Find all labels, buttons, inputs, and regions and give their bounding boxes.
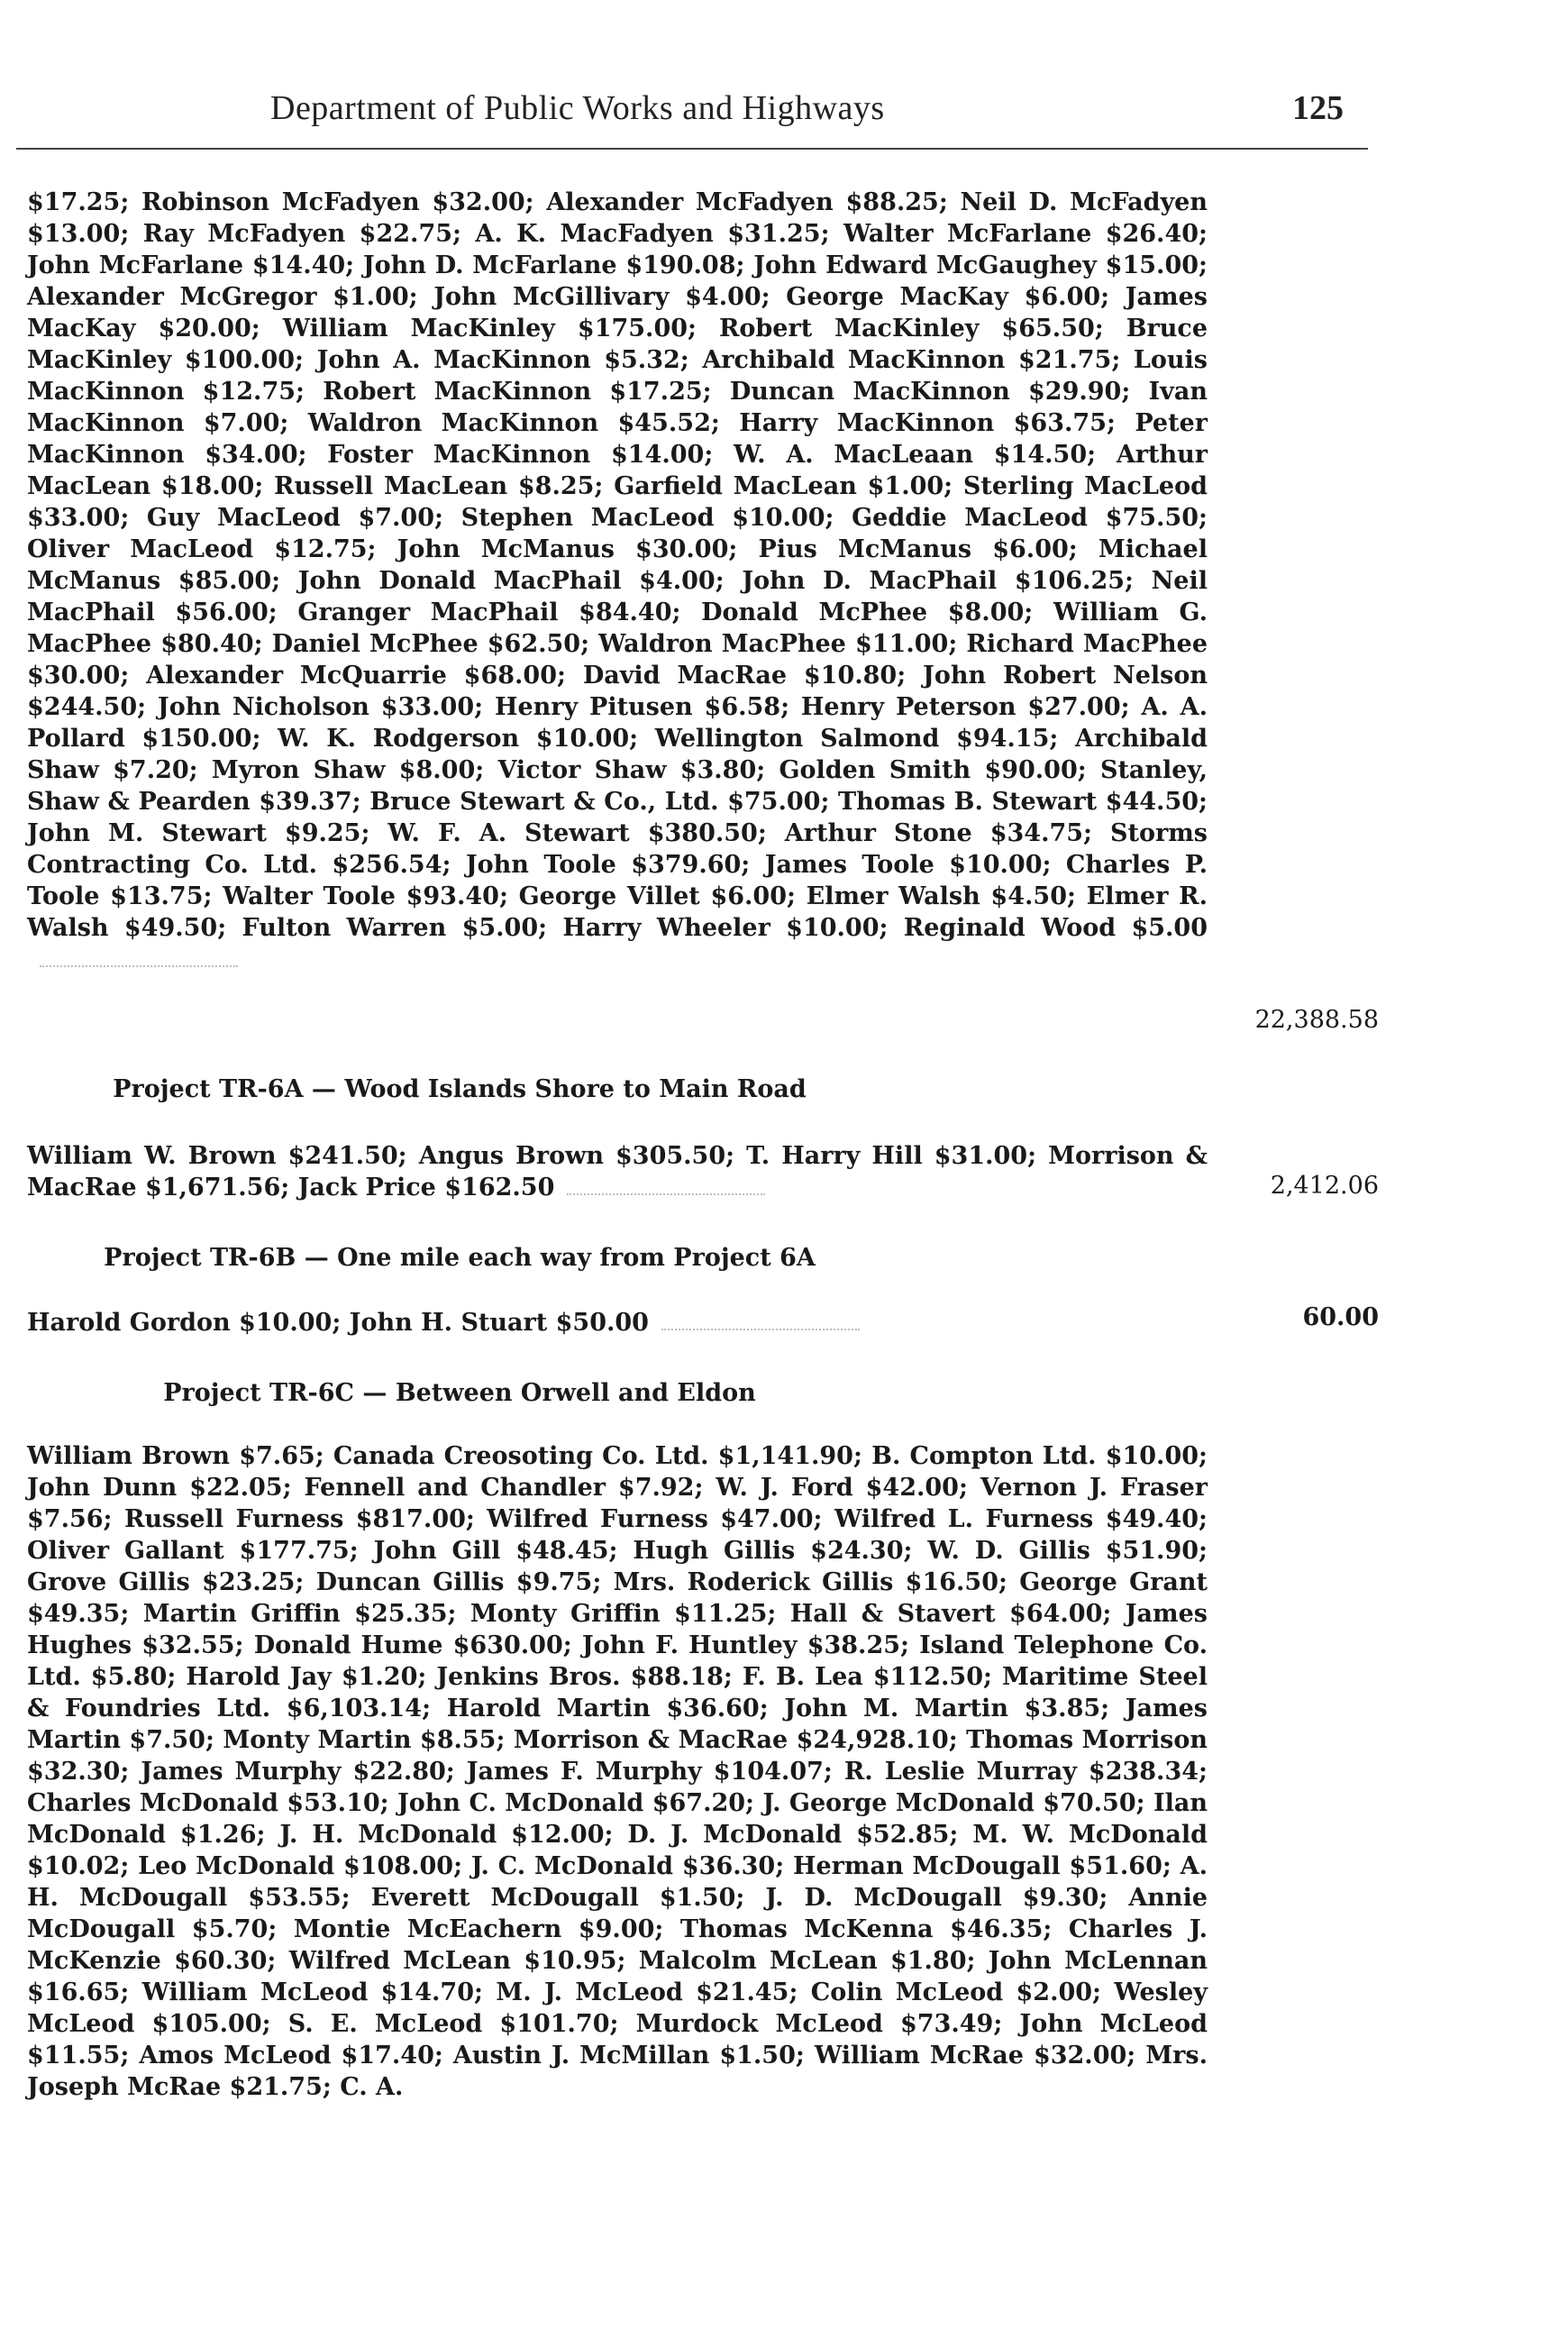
project-heading: Project TR-6B — One mile each way from Project 6A [104,1244,816,1272]
continuation-total: 22,388.58 [1254,1006,1379,1034]
project-text: William W. Brown $241.50; Angus Brown $305.50; T. Harry Hill $31.00; Morrison & MacRae $1,671.56; Jack Price $162.50 [27,1142,1208,1202]
dot-leaders [661,1318,860,1330]
page-title: Department of Public Works and Highways [270,89,885,127]
project-heading: Project TR-6C — Between Orwell and Eldon [163,1379,756,1407]
project-total: 60.00 [1302,1303,1379,1331]
project-paragraph [27,1307,1208,1339]
project-text: William Brown $7.65; Canada Creosoting Co. Ltd. $1,141.90; B. Compton Ltd. $10.00; John Dunn $22.05; Fennell and Chandler $7.92; W. J. Ford $42.00; Vernon J. Fraser $7.56; Russell Furness $817.00; Wilfred Furness $47.00; Wilfred L. Furness $49.40; Oliver Gallant $177.75; John Gill $48.45; Hugh Gillis $24.30; W. D. Gillis $51.90; Grove Gillis $23.25; Duncan Gillis $9.75; Mrs. Roderick Gillis $16.50; George Grant $49.35; Martin Griffin $25.35; Monty Griffin $11.25; Hall & Stavert $64.00; James Hughes $32.55; Donald Hume $630.00; John F. Huntley $38.25; Island Telephone Co. Ltd. $5.80; Harold Jay $1.20; Jenkins Bros. $88.18; F. B. Lea $112.50; Maritime Steel & Foundries Ltd. $6,103.14; Harold Martin $36.60; John M. Martin $3.85; James Martin $7.50; Monty Martin $8.55; Morrison & MacRae $24,928.10; Thomas Morrison $32.30; James Murphy $22.80; James F. Murphy $104.07; R. Leslie Murray $238.34; Charles McDonald $53.10; John C. McDonald $67.20; J. George McDonald $70.50; Ilan McDonald $1.26; J. H. McDonald $12.00; D. J. McDonald $52.85; M. W. McDonald $10.02; Leo McDonald $108.00; J. C. McDonald $36.30; Herman McDougall $51.60; A. H. McDougall $53.55; Everett McDougall $1.50; J. D. McDougall $9.30; Annie McDougall $5.70; Montie McEachern $9.00; Thomas McKenna $46.35; Charles J. McKenzie $60.30; Wilfred McLean $10.95; Malcolm McLean $1.80; John McLennan $16.65; William McLeod $14.70; M. J. McLeod $21.45; Colin McLeod $2.00; Wesley McLeod $105.00; S. E. McLeod $101.70; Murdock McLeod $73.49; John McLeod $11.55; Amos McLeod $17.40; Austin J. McMillan $1.50; William McRae $32.00; Mrs. Joseph McRae $21.75; C. A. [27,1442,1208,2101]
page-number: 125 [1292,89,1344,127]
project-text: Harold Gordon $10.00; John H. Stuart $50.00 [27,1309,649,1337]
continuation-text: $17.25; Robinson McFadyen $32.00; Alexander McFadyen $88.25; Neil D. McFadyen $13.00; Ray McFadyen $22.75; A. K. MacFadyen $31.25; Walter McFarlane $26.40; John McFarlane $14.40; John D. McFarlane $190.08; John Edward McGaughey $15.00; Alexander McGregor $1.00; John McGillivary $4.00; George MacKay $6.00; James MacKay $20.00; William MacKinley $175.00; Robert MacKinley $65.50; Bruce MacKinley $100.00; John A. MacKinnon $5.32; Archibald MacKinnon $21.75; Louis MacKinnon $12.75; Robert MacKinnon $17.25; Duncan MacKinnon $29.90; Ivan MacKinnon $7.00; Waldron MacKinnon $45.52; Harry MacKinnon $63.75; Peter MacKinnon $34.00; Foster MacKinnon $14.00; W. A. MacLeaan $14.50; Arthur MacLean $18.00; Russell MacLean $8.25; Garfield MacLean $1.00; Sterling MacLeod $33.00; Guy MacLeod $7.00; Stephen MacLeod $10.00; Geddie MacLeod $75.50; Oliver MacLeod $12.75; John McManus $30.00; Pius McManus $6.00; Michael McManus $85.00; John Donald MacPhail $4.00; John D. MacPhail $106.25; Neil MacPhail $56.00; Granger MacPhail $84.40; Donald McPhee $8.00; William G. MacPhee $80.40; Daniel McPhee $62.50; Waldron MacPhee $11.00; Richard MacPhee $30.00; Alexander McQuarrie $68.00; David MacRae $10.80; John Robert Nelson $244.50; John Nicholson $33.00; Henry Pitusen $6.58; Henry Peterson $27.00; A. A. Pollard $150.00; W. K. Rodgerson $10.00; Wellington Salmond $94.15; Archibald Shaw $7.20; Myron Shaw $8.00; Victor Shaw $3.80; Golden Smith $90.00; Stanley, Shaw & Pearden $39.37; Bruce Stewart & Co., Ltd. $75.00; Thomas B. Stewart $44.50; John M. Stewart $9.25; W. F. A. Stewart $380.50; Arthur Stone $34.75; Storms Contracting Co. Ltd. $256.54; John Toole $379.60; James Toole $10.00; Charles P. Toole $13.75; Walter Toole $93.40; George Villet $6.00; Elmer Walsh $4.50; Elmer R. Walsh $49.50; Fulton Warren $5.00; Harry Wheeler $10.00; Reginald Wood $5.00 [27,188,1208,942]
project-paragraph [27,1440,1208,2103]
dot-leaders [40,955,238,967]
dot-leaders [567,1183,765,1195]
project-paragraph [27,1140,1208,1203]
project-total: 2,412.06 [1270,1172,1379,1200]
header-rule [16,148,1368,150]
continuation-paragraph [27,187,1208,975]
project-heading: Project TR-6A — Wood Islands Shore to Main Road [113,1075,807,1103]
page-header [0,88,1568,142]
